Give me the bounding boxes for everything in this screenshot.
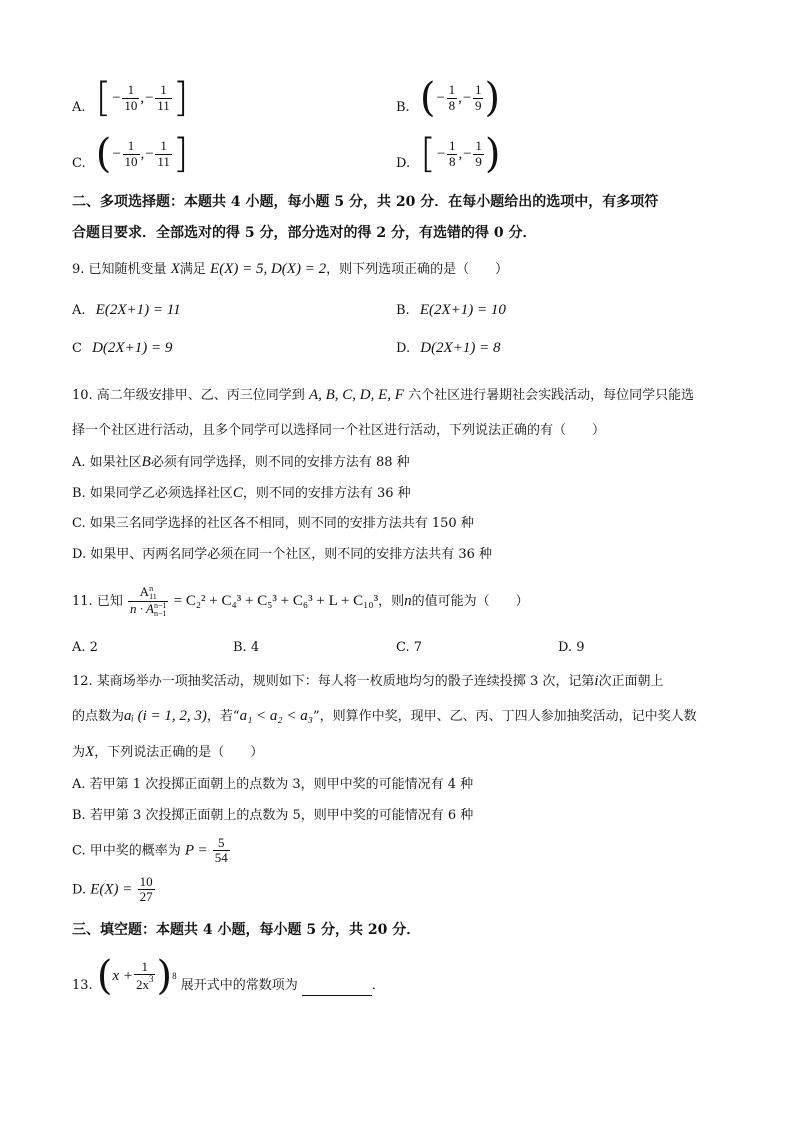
q8-option-c[interactable]: C. ( − $\frac{1}{10}$ ,− $\frac{1}{11}$ ]: [72, 131, 189, 177]
q8-option-a[interactable]: A. [ − $\frac{1}{10}$ ,− $\frac{1}{11}$ ]: [72, 75, 189, 121]
q12-option-b[interactable]: B. 若甲第 3 次投掷正面朝上的点数为 5，则甲中奖的可能情况有 6 种: [72, 808, 474, 823]
q9-stem: 9. 已知随机变量 X满足 E(X) = 5, D(X) = 2，则下列选项正确的是（ ）: [72, 261, 509, 277]
q13-stem: 13. ( x + $\frac{1}{2x^3}$ ) 8 展开式中的常数项为 ．: [72, 953, 385, 999]
right-paren: ): [484, 75, 501, 121]
option-letter: B.: [396, 100, 410, 115]
left-bracket: [: [95, 75, 112, 121]
section-2-heading-line1: 二、多项选择题：本题共 4 小题，每小题 5 分，共 20 分．在每小题给出的选项中，有多项符: [72, 194, 659, 210]
left-paren: (: [419, 75, 436, 121]
q8-option-b[interactable]: B. ( − $\frac{1}{8}$ ,− $\frac{1}{9}$ ): [396, 75, 501, 121]
q10-option-d[interactable]: D. 如果甲、丙两名同学必须在同一个社区，则不同的安排方法共有 36 种: [72, 547, 493, 562]
q9-option-d[interactable]: D. D(2X+1) = 8: [396, 340, 501, 356]
section-3-heading: 三、填空题：本题共 4 小题，每小题 5 分，共 20 分．: [72, 922, 421, 938]
q9-option-c[interactable]: C D(2X+1) = 9: [72, 340, 173, 356]
q12-stem-line1: 12. 某商场举办一项抽奖活动，规则如下：每人将一枚质地均匀的骰子连续投掷 3 次，记第i次正面朝上: [72, 673, 664, 689]
minus-sign: −: [111, 89, 122, 106]
q10-stem-line1: 10. 高二年级安排甲、乙、丙三位同学到 A, B, C, D, E, F 六个社区进行暑期社会实践活动，每位同学只能选: [72, 387, 695, 403]
option-letter: A.: [72, 100, 86, 115]
q11-option-b[interactable]: B. 4: [233, 640, 260, 655]
q11-fraction: A n 11 n · A n−1 n−1: [129, 584, 167, 619]
q9-option-a[interactable]: A. E(2X+1) = 11: [72, 302, 181, 318]
q12-stem-line2: 的点数为aᵢ (i = 1, 2, 3)，若“a₁ < a₂ < a₃”，则算作中奖，现甲、乙、丙、丁四人参加抽奖活动，记中奖人数: [72, 708, 697, 724]
q10-option-a[interactable]: A. 如果社区B必须有同学选择，则不同的安排方法有 88 种: [72, 454, 410, 470]
q10-stem-line2: 择一个社区进行活动，且多个同学可以选择同一个社区进行活动，下列说法正确的有（ ）: [72, 423, 606, 438]
right-bracket: ]: [172, 75, 189, 121]
q10-option-c[interactable]: C. 如果三名同学选择的社区各不相同，则不同的安排方法共有 150 种: [72, 516, 474, 531]
q11-option-a[interactable]: A. 2: [72, 640, 98, 655]
q12-stem-line3: 为X，下列说法正确的是（ ）: [72, 744, 264, 760]
q12-option-c[interactable]: C. 甲中奖的概率为 P = $\frac{5}{54}$: [72, 835, 228, 866]
q12-option-d[interactable]: D. E(X) = $\frac{10}{27}$: [72, 874, 153, 905]
q12-option-a[interactable]: A. 若甲第 1 次投掷正面朝上的点数为 3，则甲中奖的可能情况有 4 种: [72, 777, 474, 792]
q11-option-d[interactable]: D. 9: [558, 640, 585, 655]
q9-option-b[interactable]: B. E(2X+1) = 10: [396, 302, 506, 318]
q10-option-b[interactable]: B. 如果同学乙必须选择社区C，则不同的安排方法有 36 种: [72, 485, 411, 501]
q11-stem: 11. 已知 A n 11 n · A n−1 n−1 = C₂² + C₄³ + C₅³ + C₆³ + L + C₁₀³，则n的值可能为（ ）: [72, 584, 529, 619]
q11-option-c[interactable]: C. 7: [396, 640, 423, 655]
answer-blank[interactable]: [302, 983, 372, 996]
option-letter: C.: [72, 156, 86, 171]
option-letter: D.: [396, 156, 411, 171]
q8-option-d[interactable]: D. [ − $\frac{1}{8}$ ,− $\frac{1}{9}$ ): [396, 131, 501, 177]
section-2-heading-line2: 合题目要求．全部选对的得 5 分，部分选对的得 2 分，有选错的得 0 分．: [72, 225, 537, 241]
